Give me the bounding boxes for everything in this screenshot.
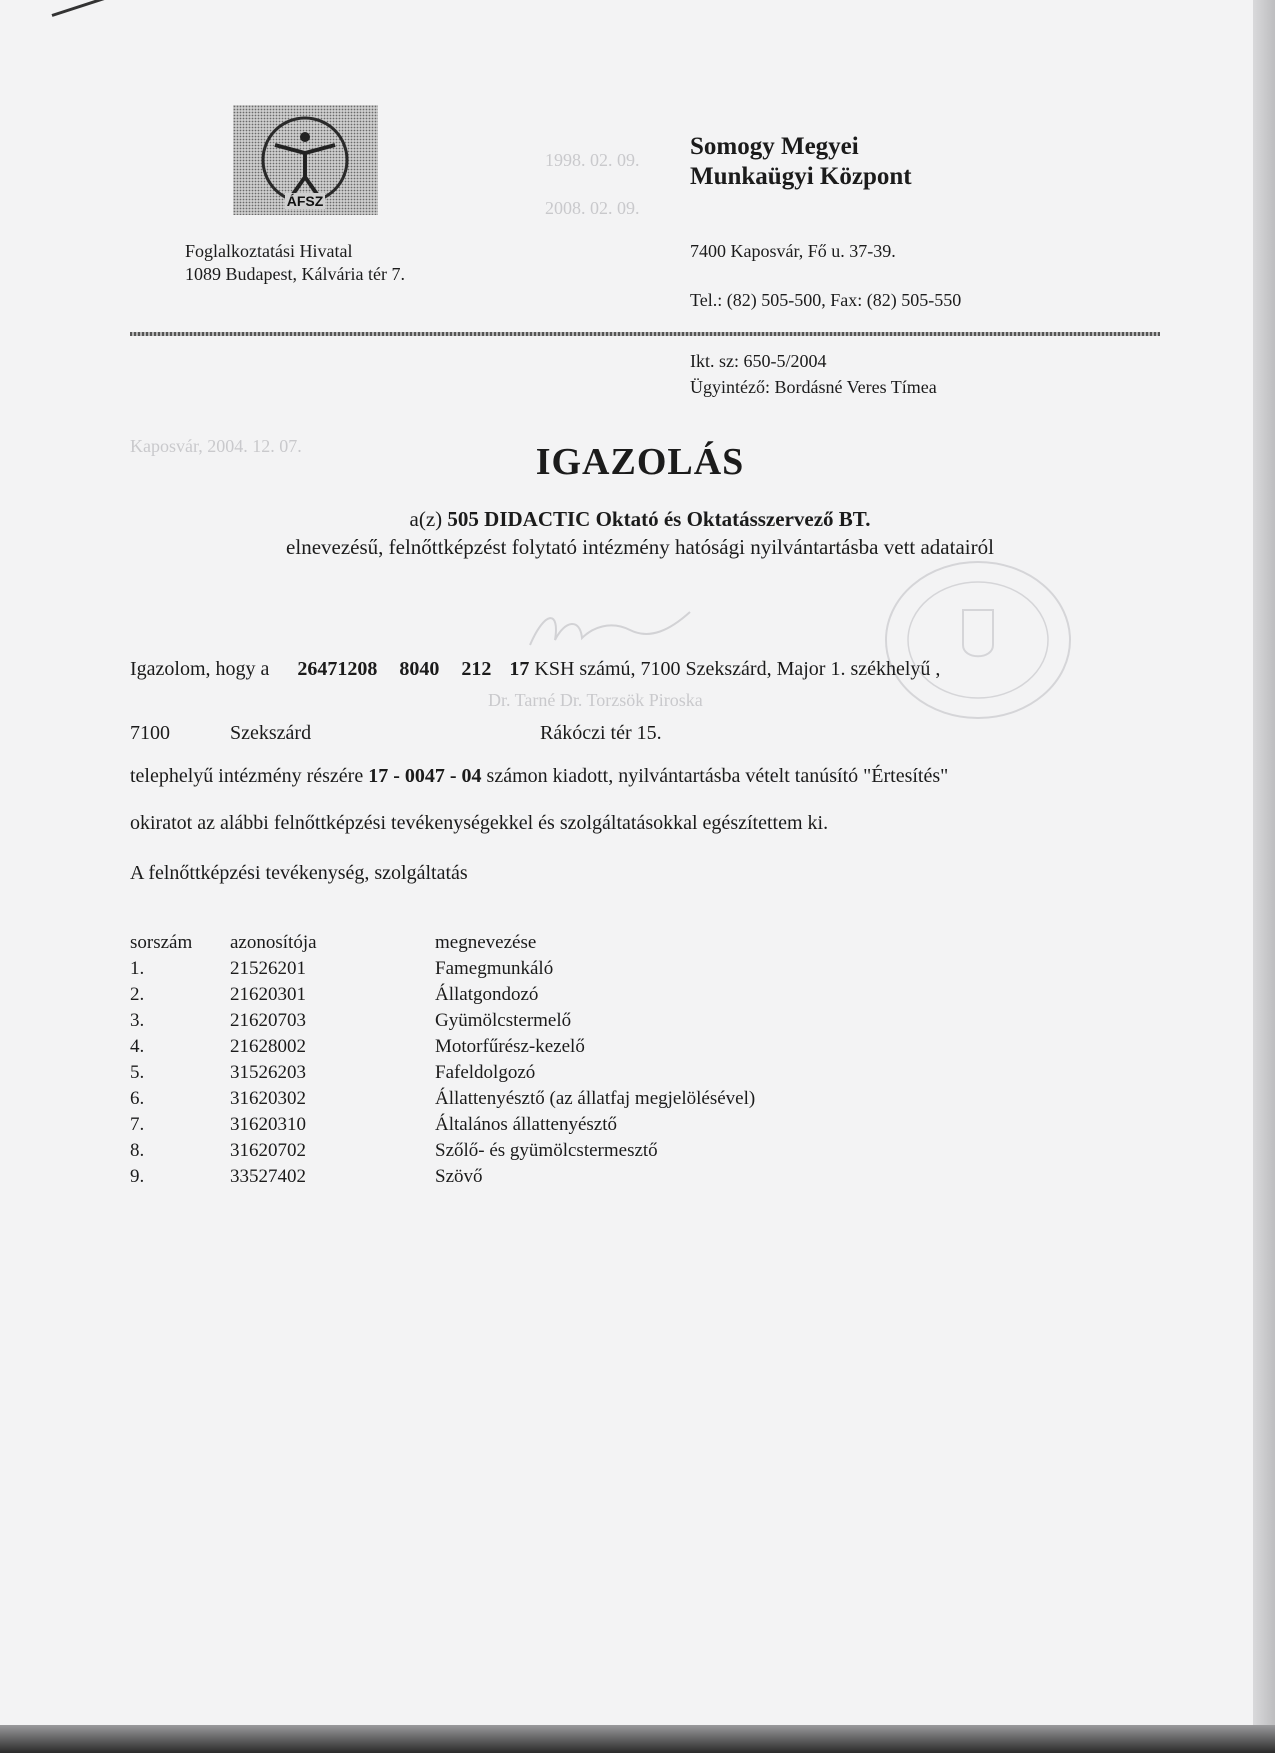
row-code: 21620703: [230, 1010, 306, 1031]
pen-mark: [52, 0, 120, 17]
reference-block: [690, 348, 937, 400]
row-name: Szövő: [435, 1166, 483, 1187]
row-number: 6.: [130, 1088, 145, 1109]
table-row: [130, 1086, 755, 1112]
org-name-line2: Munkaügyi Központ: [690, 163, 912, 190]
row-number: 4.: [130, 1036, 145, 1057]
logo-text: ÁFSZ: [286, 193, 324, 209]
org-address: 7400 Kaposvár, Fő u. 37-39.: [690, 241, 896, 261]
table-row: [130, 1008, 755, 1034]
certify-intro: Igazolom, hogy a: [130, 658, 270, 680]
row-code: 31526203: [230, 1062, 306, 1083]
header-sorszam: sorszám: [130, 932, 193, 953]
row-name: Szőlő- és gyümölcstermesztő: [435, 1140, 658, 1161]
registration-suffix: számon kiadott, nyilvántartásba vételt tanúsító "Értesítés": [486, 765, 949, 787]
site-city: Szekszárd: [230, 722, 312, 744]
case-officer: Ügyintéző: Bordásné Veres Tímea: [690, 377, 937, 397]
org-phone: Tel.: (82) 505-500, Fax: (82) 505-550: [690, 290, 962, 310]
ghost-date-1: 1998. 02. 09.: [545, 150, 640, 170]
reference-number: Ikt. sz: 650-5/2004: [690, 351, 827, 371]
row-code: 21620301: [230, 984, 306, 1005]
row-number: 9.: [130, 1166, 145, 1187]
subject-prefix: a(z): [409, 507, 448, 531]
row-name: Állatgondozó: [435, 984, 539, 1005]
ksh-part-3: 212: [461, 658, 492, 680]
row-name: Gyümölcstermelő: [435, 1010, 572, 1031]
table-row: [130, 1138, 755, 1164]
company-name: 505 DIDACTIC Oktató és Oktatásszervező BT.: [447, 507, 871, 531]
row-code: 31620302: [230, 1088, 306, 1109]
row-name: Fafeldolgozó: [435, 1062, 536, 1083]
certify-line: [130, 658, 940, 681]
row-code: 33527402: [230, 1166, 306, 1187]
ghost-signature: [520, 600, 700, 660]
site-street: Rákóczi tér 15.: [540, 722, 662, 744]
scan-edge-right: [1253, 0, 1275, 1753]
row-code: 31620310: [230, 1114, 306, 1135]
row-number: 3.: [130, 1010, 145, 1031]
ghost-date-2: 2008. 02. 09.: [545, 198, 640, 218]
row-name: Általános állattenyésztő: [435, 1114, 618, 1135]
subject-block: [0, 505, 1275, 561]
table-row: [130, 1112, 755, 1138]
table-row: [130, 1060, 755, 1086]
ghost-place-date: Kaposvár, 2004. 12. 07.: [130, 436, 302, 456]
org-name-line1: Somogy Megyei: [690, 133, 859, 160]
row-number: 8.: [130, 1140, 145, 1161]
row-code: 31620702: [230, 1140, 306, 1161]
table-row: [130, 1034, 755, 1060]
row-number: 2.: [130, 984, 145, 1005]
subject-line2: elnevezésű, felnőttképzést folytató intézmény hatósági nyilvántartásba vett adatairól: [286, 535, 994, 559]
header-megnevezes: megnevezése: [435, 932, 537, 953]
office-address: 1089 Budapest, Kálvária tér 7.: [185, 264, 405, 284]
org-name: [690, 132, 912, 192]
row-code: 21526201: [230, 958, 306, 979]
activity-table: [130, 930, 755, 1190]
registration-line: [130, 765, 948, 788]
scan-edge-bottom: [0, 1725, 1275, 1753]
header-azonosito: azonosítója: [230, 932, 317, 953]
office-block: [185, 240, 405, 286]
office-name: Foglalkoztatási Hivatal: [185, 241, 353, 261]
table-header-row: [130, 930, 755, 956]
ksh-part-1: 26471208: [297, 658, 378, 680]
ghost-stamp: [878, 555, 1078, 725]
document-title: IGAZOLÁS: [535, 441, 745, 483]
ksh-part-2: 8040: [399, 658, 440, 680]
table-row: [130, 956, 755, 982]
okirat-line: okiratot az alábbi felnőttképzési tevékenységekkel és szolgáltatásokkal egészítettem ki.: [130, 812, 829, 834]
ksh-part-4: 17: [509, 658, 530, 680]
row-number: 1.: [130, 958, 145, 979]
ksh-suffix: KSH számú, 7100 Szekszárd, Major 1. székhelyű ,: [534, 658, 941, 680]
registration-number: 17 - 0047 - 04: [368, 765, 482, 787]
registration-prefix: telephelyű intézmény részére: [130, 765, 364, 787]
list-heading: A felnőttképzési tevékenység, szolgáltatás: [130, 862, 468, 884]
row-name: Famegmunkáló: [435, 958, 554, 979]
table-row: [130, 982, 755, 1008]
row-code: 21628002: [230, 1036, 306, 1057]
header-divider: [130, 332, 1160, 336]
site-line: [130, 722, 662, 745]
table-row: [130, 1164, 755, 1190]
row-number: 7.: [130, 1114, 145, 1135]
row-name: Állattenyésztő (az állatfaj megjelölésével): [435, 1088, 756, 1109]
row-number: 5.: [130, 1062, 145, 1083]
site-zip: 7100: [130, 722, 170, 744]
afsz-logo: [233, 105, 378, 215]
ghost-signer: Dr. Tarné Dr. Torzsök Piroska: [488, 690, 703, 710]
row-name: Motorfűrész-kezelő: [435, 1036, 585, 1057]
